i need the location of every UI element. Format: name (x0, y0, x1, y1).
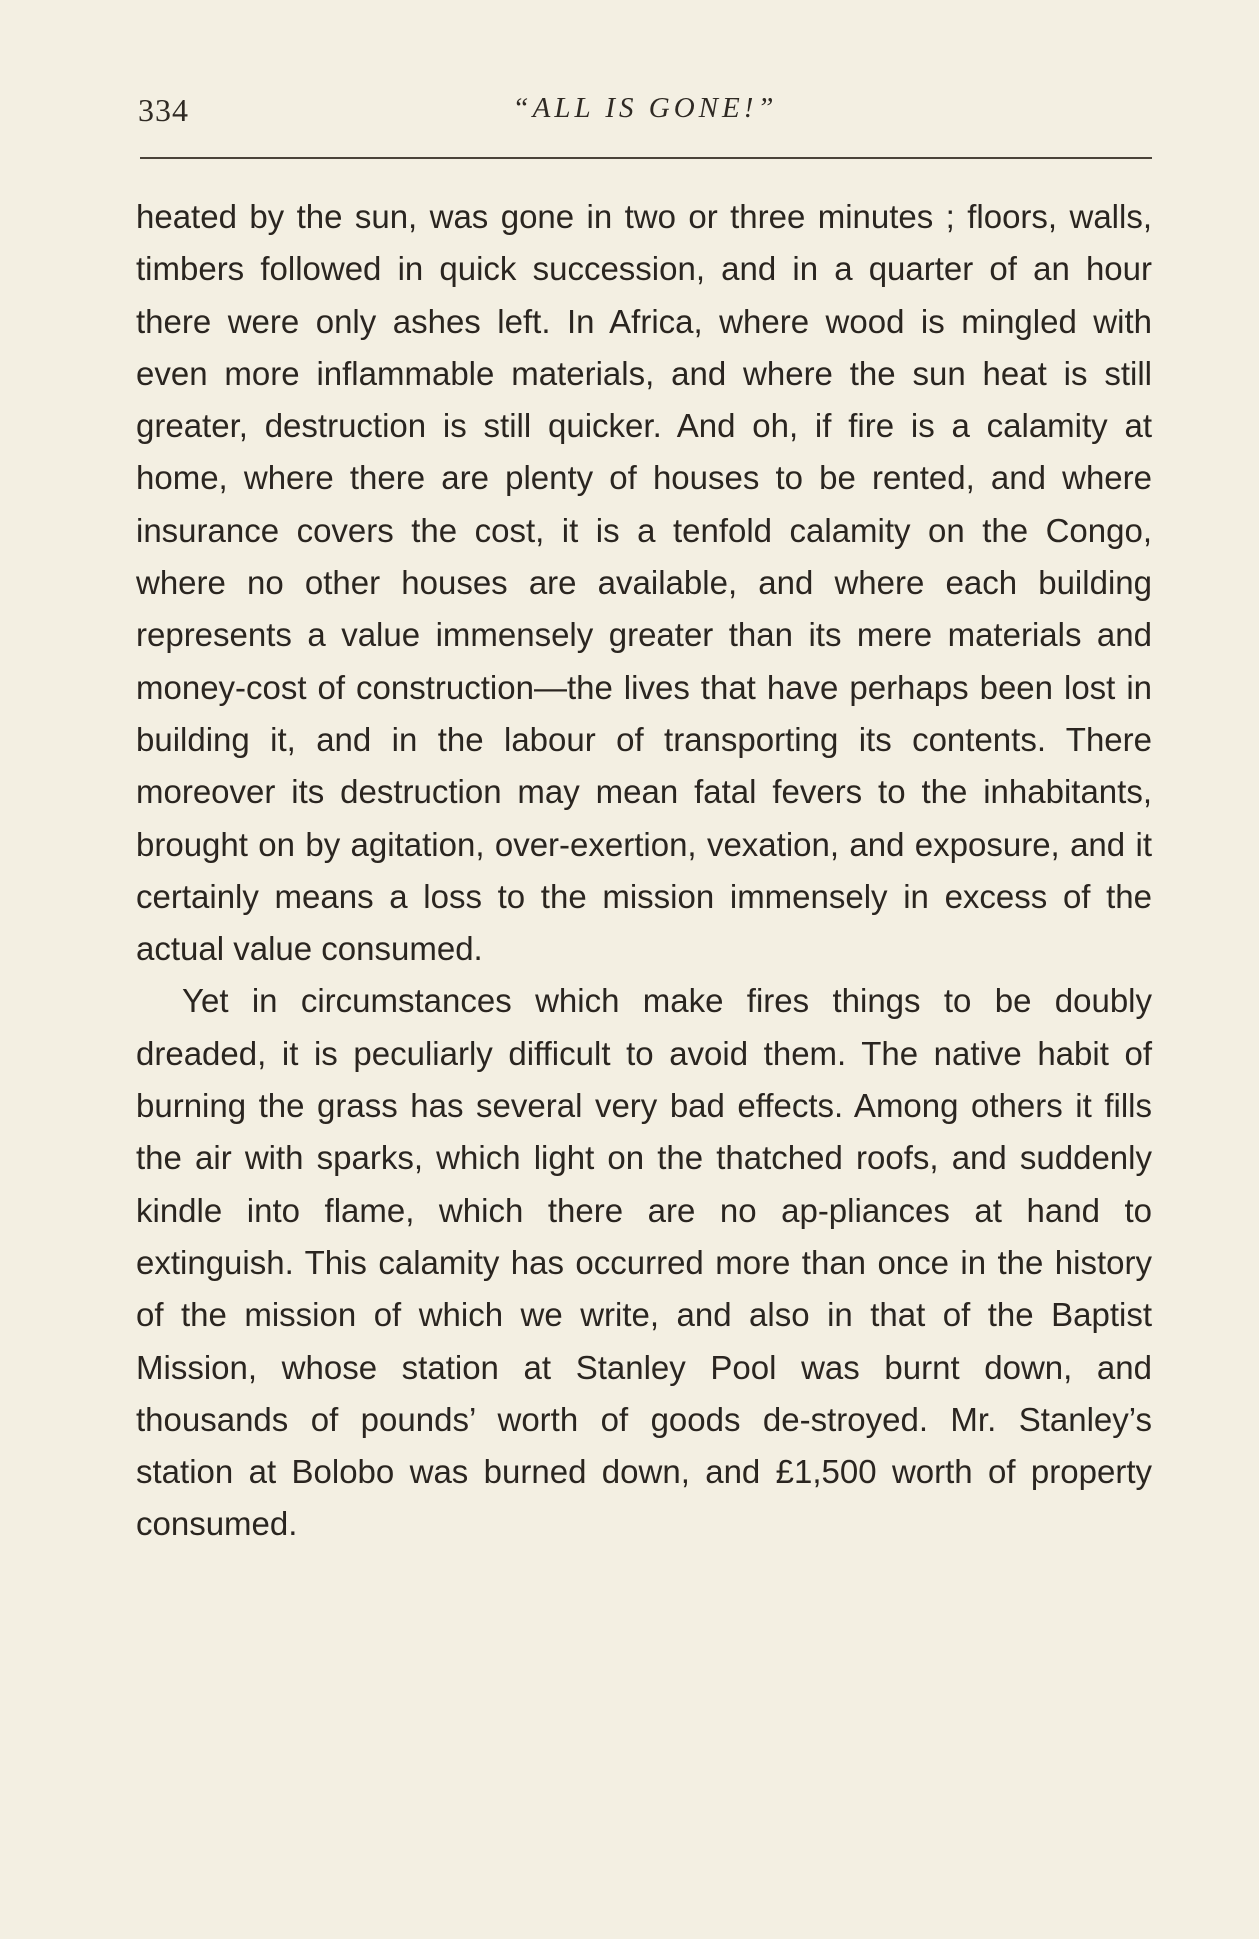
running-title: “ALL IS GONE!” (512, 92, 778, 124)
paragraph-1: heated by the sun, was gone in two or three minutes ; floors, walls, timbers followed in quick succession, and in a quarter of an hour there were only ashes left. In Africa, where wood is mingled with even more inflammable materials, and where the sun heat is still greater, destruction is still quicker. And oh, if fire is a calamity at home, where there are plenty of houses to be rented, and where insurance covers the cost, it is a tenfold calamity on the Congo, where no other houses are available, and where each building represents a value immensely greater than its mere materials and money-cost of construction—the lives that have perhaps been lost in building it, and in the labour of transporting its contents. There moreover its destruction may mean fatal fevers to the inhabitants, brought on by agitation, over-exertion, vexation, and exposure, and it certainly means a loss to the mission immensely in excess of the actual value consumed. (136, 198, 1152, 968)
running-head (138, 92, 1152, 142)
paragraph-2: Yet in circumstances which make fires things to be doubly dreaded, it is peculiarly difficult to avoid them. The native habit of burning the grass has several very bad effects. Among others it fills the air with sparks, which light on the thatched roofs, and suddenly kindle into flame, which there are no ap-pliances at hand to extinguish. This calamity has occurred more than once in the history of the mission of which we write, and also in that of the Baptist Mission, whose station at Stanley Pool was burnt down, and thousands of pounds’ worth of goods de-stroyed. Mr. Stanley’s station at Bolobo was burned down, and £1,500 worth of property consumed. (136, 982, 1152, 1543)
page-number: 334 (138, 92, 189, 128)
header-rule (140, 157, 1152, 159)
body-text (136, 191, 1152, 1551)
